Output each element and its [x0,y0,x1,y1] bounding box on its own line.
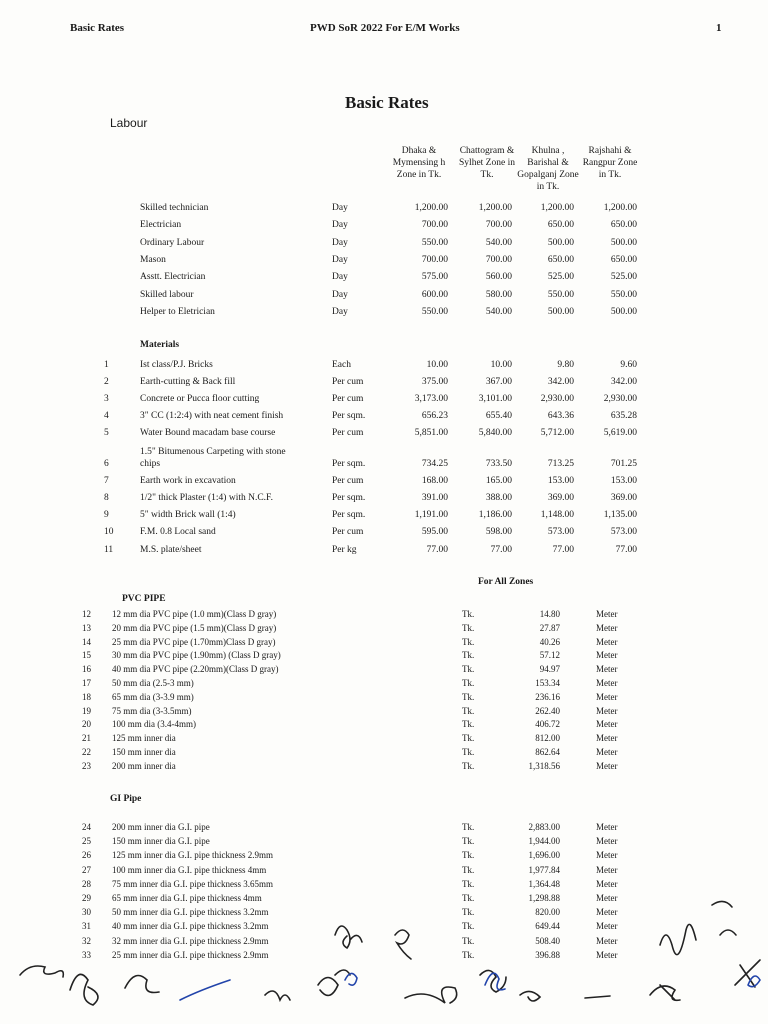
item-name: Asstt. Electrician [140,272,206,283]
item-name: 50 mm dia (2.5-3 mm) [112,678,194,688]
rate-cell: 595.00 [421,527,448,537]
item-number: 25 [82,836,91,847]
unit: Meter [596,864,618,875]
unit: Day [332,220,348,231]
rate-cell: 650.00 [547,220,574,231]
rate-cell: 508.40 [535,935,560,946]
rate-cell: 1,148.00 [540,510,574,520]
rate-cell: 500.00 [610,237,637,248]
item-name: 30 mm dia PVC pipe (1.90mm) (Class D gray) [112,650,281,661]
item-number: 2 [104,377,109,387]
item-number: 16 [82,664,91,675]
rate-cell: 550.00 [610,289,637,300]
currency: Tk. [462,822,475,832]
rate-cell: 342.00 [610,377,637,387]
rate-cell: 500.00 [610,306,637,317]
item-number: 23 [82,760,91,771]
currency: Tk. [462,949,475,960]
unit: Day [332,254,348,265]
rate-cell: 9.60 [620,360,637,370]
rate-cell: 550.00 [421,306,448,317]
item-number: 1 [104,360,109,370]
unit: Meter [596,622,618,633]
rate-cell: 1,135.00 [603,510,637,520]
rate-cell: 650.00 [547,254,574,265]
item-number: 20 [82,719,91,730]
unit: Day [332,272,348,283]
rate-cell: 57.12 [539,650,560,661]
unit: Per sqm. [332,493,366,503]
item-name: 25 mm dia PVC pipe (1.70mm)Class D gray) [112,636,276,647]
rate-cell: 77.00 [490,545,512,555]
unit: Per sqm. [332,411,366,421]
rate-cell: 367.00 [485,377,512,387]
currency: Tk. [462,836,475,847]
rate-cell: 862.64 [535,747,560,757]
rate-cell: 700.00 [485,220,512,231]
item-name: 75 mm dia (3-3.5mm) [112,705,192,716]
unit: Meter [596,921,618,932]
item-number: 12 [82,609,91,619]
item-name: Concrete or Pucca floor cutting [140,394,260,404]
page-title: Basic Rates [345,93,429,112]
item-name: 25 mm inner dia G.I. pipe thickness 2.9mm [112,949,269,960]
unit: Per cum [332,476,364,486]
rate-cell: 1,200.00 [478,203,512,213]
rate-cell: 600.00 [421,289,448,300]
unit: Day [332,203,348,213]
unit: Meter [596,664,618,675]
unit: Meter [596,907,618,918]
header-center: PWD SoR 2022 For E/M Works [310,22,460,34]
item-number: 10 [104,527,114,537]
currency: Tk. [462,864,475,875]
rate-cell: 77.00 [426,545,448,555]
unit: Meter [596,822,618,832]
item-name: 150 mm inner dia G.I. pipe [112,836,210,847]
item-number: 4 [104,411,109,421]
item-name: 5" width Brick wall (1:4) [140,510,236,520]
unit: Per cum [332,394,364,404]
currency: Tk. [462,893,475,903]
currency: Tk. [462,636,475,647]
currency: Tk. [462,747,475,757]
unit: Day [332,306,348,317]
rate-cell: 77.00 [615,545,637,555]
item-number: 31 [82,921,91,932]
rate-cell: 10.00 [426,360,448,370]
rate-cell: 700.00 [421,220,448,231]
item-name: F.M. 0.8 Local sand [140,527,216,537]
item-name: 32 mm inner dia G.I. pipe thickness 2.9mm [112,935,269,946]
unit: Per sqm. [332,459,366,469]
rate-cell: 342.00 [547,377,574,387]
currency: Tk. [462,609,475,619]
rate-cell: 560.00 [485,272,512,283]
item-name: 100 mm dia (3.4-4mm) [112,719,196,730]
zone-header-khulna: Khulna , Barishal & Gopalganj Zone in Tk. [517,146,579,192]
unit: Meter [596,636,618,647]
rate-cell: 1,200.00 [603,203,637,213]
item-name: 20 mm dia PVC pipe (1.5 mm)(Class D gray) [112,622,277,633]
item-number: 19 [82,705,91,716]
rate-cell: 575.00 [421,272,448,283]
item-name: 40 mm dia PVC pipe (2.20mm)(Class D gray) [112,664,279,675]
item-number: 26 [82,850,91,861]
item-name: 200 mm inner dia G.I. pipe [112,822,210,832]
rate-cell: 406.72 [535,719,560,730]
item-number: 33 [82,949,91,960]
rate-cell: 369.00 [610,493,637,503]
item-number: 8 [104,493,109,503]
rate-cell: 5,851.00 [414,428,448,438]
item-name: 50 mm inner dia G.I. pipe thickness 3.2mm [112,907,269,918]
unit: Meter [596,650,618,661]
currency: Tk. [462,921,475,932]
currency: Tk. [462,907,475,918]
currency: Tk. [462,760,475,771]
item-name: Water Bound macadam base course [140,428,276,438]
currency: Tk. [462,622,475,633]
rate-cell: 262.40 [535,705,560,716]
item-name: Ist class/P.J. Bricks [140,360,213,370]
unit: Day [332,237,348,248]
currency: Tk. [462,664,475,675]
rate-cell: 1,186.00 [478,510,512,520]
unit: Meter [596,747,618,757]
item-name: 75 mm inner dia G.I. pipe thickness 3.65mm [112,878,273,889]
rate-cell: 375.00 [421,377,448,387]
unit: Meter [596,719,618,730]
rate-cell: 1,298.88 [528,893,560,903]
rate-cell: 573.00 [610,527,637,537]
item-name: 1/2" thick Plaster (1:4) with N.C.F. [140,493,273,503]
rate-cell: 1,944.00 [528,836,560,847]
rate-cell: 2,930.00 [540,394,574,404]
rate-cell: 500.00 [547,306,574,317]
item-name: 100 mm inner dia G.I. pipe thickness 4mm [112,864,267,875]
currency: Tk. [462,705,475,716]
item-name: M.S. plate/sheet [140,545,202,555]
item-number: 15 [82,650,91,661]
rate-cell: 700.00 [421,254,448,265]
item-number: 27 [82,864,91,875]
rate-cell: 733.50 [485,459,512,469]
rate-cell: 153.00 [610,476,637,486]
rate-cell: 27.87 [539,622,560,633]
item-number: 29 [82,893,91,903]
rate-cell: 1,364.48 [528,878,560,889]
rate-cell: 598.00 [485,527,512,537]
item-name: Skilled technician [140,203,209,213]
header-left: Basic Rates [70,22,125,34]
currency: Tk. [462,878,475,889]
currency: Tk. [462,691,475,702]
item-name: Helper to Eletrician [140,306,215,317]
item-name: 65 mm dia (3-3.9 mm) [112,691,194,702]
rate-cell: 701.25 [610,459,637,469]
item-number: 5 [104,428,109,438]
currency: Tk. [462,678,475,688]
item-name: 65 mm inner dia G.I. pipe thickness 4mm [112,893,262,903]
rate-cell: 396.88 [535,949,560,960]
unit: Per kg [332,545,357,555]
page-number: 1 [716,22,722,34]
item-number: 13 [82,622,91,633]
unit: Meter [596,850,618,861]
rate-cell: 525.00 [547,272,574,283]
unit: Per sqm. [332,510,366,520]
unit: Meter [596,949,618,960]
item-number: 3 [104,394,109,404]
item-number: 14 [82,636,91,647]
currency: Tk. [462,850,475,861]
all-zones-heading: For All Zones [478,577,534,587]
rate-cell: 820.00 [535,907,560,918]
item-name: Electrician [140,220,182,231]
rate-cell: 580.00 [485,289,512,300]
rate-cell: 369.00 [547,493,574,503]
item-name-continued: chips [140,459,161,469]
rate-cell: 573.00 [547,527,574,537]
rate-cell: 165.00 [485,476,512,486]
unit: Meter [596,678,618,688]
gi-pipe-heading: GI Pipe [110,794,142,804]
rate-cell: 77.00 [552,545,574,555]
currency: Tk. [462,935,475,946]
zone-header-chattogram: Chattogram & Sylhet Zone in Tk. [459,146,515,180]
rate-cell: 650.00 [610,254,637,265]
rate-cell: 540.00 [485,306,512,317]
unit: Meter [596,878,618,889]
item-number: 11 [104,545,114,555]
unit: Per cum [332,377,364,387]
rate-cell: 500.00 [547,237,574,248]
rate-cell: 2,883.00 [528,822,560,832]
item-number: 28 [82,878,91,889]
unit: Meter [596,935,618,946]
rate-cell: 1,200.00 [414,203,448,213]
rate-cell: 168.00 [421,476,448,486]
rate-cell: 1,191.00 [414,510,448,520]
rate-cell: 10.00 [490,360,512,370]
item-name: 150 mm inner dia [112,747,176,757]
unit: Per cum [332,527,364,537]
item-number: 7 [104,476,109,486]
rate-cell: 643.36 [547,411,574,421]
item-number: 17 [82,678,91,688]
rate-cell: 700.00 [485,254,512,265]
rate-cell: 14.80 [539,609,560,619]
rate-cell: 3,173.00 [414,394,448,404]
rate-cell: 153.34 [535,678,560,688]
zone-header-rajshahi: Rajshahi & Rangpur Zone in Tk. [582,146,638,180]
unit: Meter [596,836,618,847]
item-name: Ordinary Labour [140,237,205,248]
item-number: 9 [104,510,109,520]
item-name: Earth-cutting & Back fill [140,377,236,387]
labour-heading: Labour [110,116,148,130]
unit: Day [332,289,348,300]
item-name: 3" CC (1:2:4) with neat cement finish [140,411,284,421]
rate-cell: 388.00 [485,493,512,503]
unit: Per cum [332,428,364,438]
rate-cell: 391.00 [421,493,448,503]
rate-cell: 635.28 [610,411,637,421]
item-number: 32 [82,935,91,946]
rate-cell: 40.26 [539,636,560,647]
item-number: 6 [104,459,109,469]
item-number: 22 [82,747,91,757]
currency: Tk. [462,719,475,730]
rate-cell: 5,619.00 [603,428,637,438]
rate-cell: 2,930.00 [603,394,637,404]
rate-cell: 713.25 [547,459,574,469]
item-number: 30 [82,907,91,918]
rate-cell: 812.00 [535,733,560,744]
currency: Tk. [462,650,475,661]
item-number: 21 [82,733,91,744]
rate-cell: 550.00 [421,237,448,248]
rate-cell: 649.44 [535,921,560,932]
unit: Meter [596,609,618,619]
rate-cell: 656.23 [421,411,448,421]
item-name: Skilled labour [140,289,194,300]
unit: Meter [596,705,618,716]
rate-cell: 734.25 [421,459,448,469]
rate-cell: 655.40 [485,411,512,421]
rate-cell: 1,318.56 [528,760,560,771]
rate-cell: 540.00 [485,237,512,248]
item-name: 1.5" Bitumenous Carpeting with stone [140,447,286,457]
rate-cell: 650.00 [610,220,637,231]
currency: Tk. [462,733,475,744]
unit: Meter [596,893,618,903]
unit: Each [332,360,351,370]
unit: Meter [596,691,618,702]
rate-cell: 550.00 [547,289,574,300]
rate-cell: 153.00 [547,476,574,486]
materials-heading: Materials [140,340,180,350]
item-name: Earth work in excavation [140,476,236,486]
item-number: 24 [82,822,91,832]
rate-cell: 5,840.00 [478,428,512,438]
rate-cell: 3,101.00 [478,394,512,404]
item-number: 18 [82,691,91,702]
rate-cell: 525.00 [610,272,637,283]
rate-cell: 5,712.00 [540,428,574,438]
rate-cell: 1,200.00 [540,203,574,213]
rate-cell: 236.16 [535,691,560,702]
item-name: 200 mm inner dia [112,760,176,771]
rate-cell: 9.80 [557,360,574,370]
rate-cell: 1,696.00 [528,850,560,861]
zone-header-dhaka: Dhaka & Mymensing h Zone in Tk. [392,146,446,180]
item-name: 40 mm inner dia G.I. pipe thickness 3.2mm [112,921,269,932]
rate-cell: 94.97 [539,664,560,675]
item-name: Mason [140,254,166,265]
item-name: 125 mm inner dia [112,733,176,744]
pvc-pipe-heading: PVC PIPE [122,594,166,604]
rate-cell: 1,977.84 [528,864,560,875]
unit: Meter [596,733,618,744]
item-name: 12 mm dia PVC pipe (1.0 mm)(Class D gray) [112,609,277,619]
item-name: 125 mm inner dia G.I. pipe thickness 2.9mm [112,850,273,861]
unit: Meter [596,760,618,771]
